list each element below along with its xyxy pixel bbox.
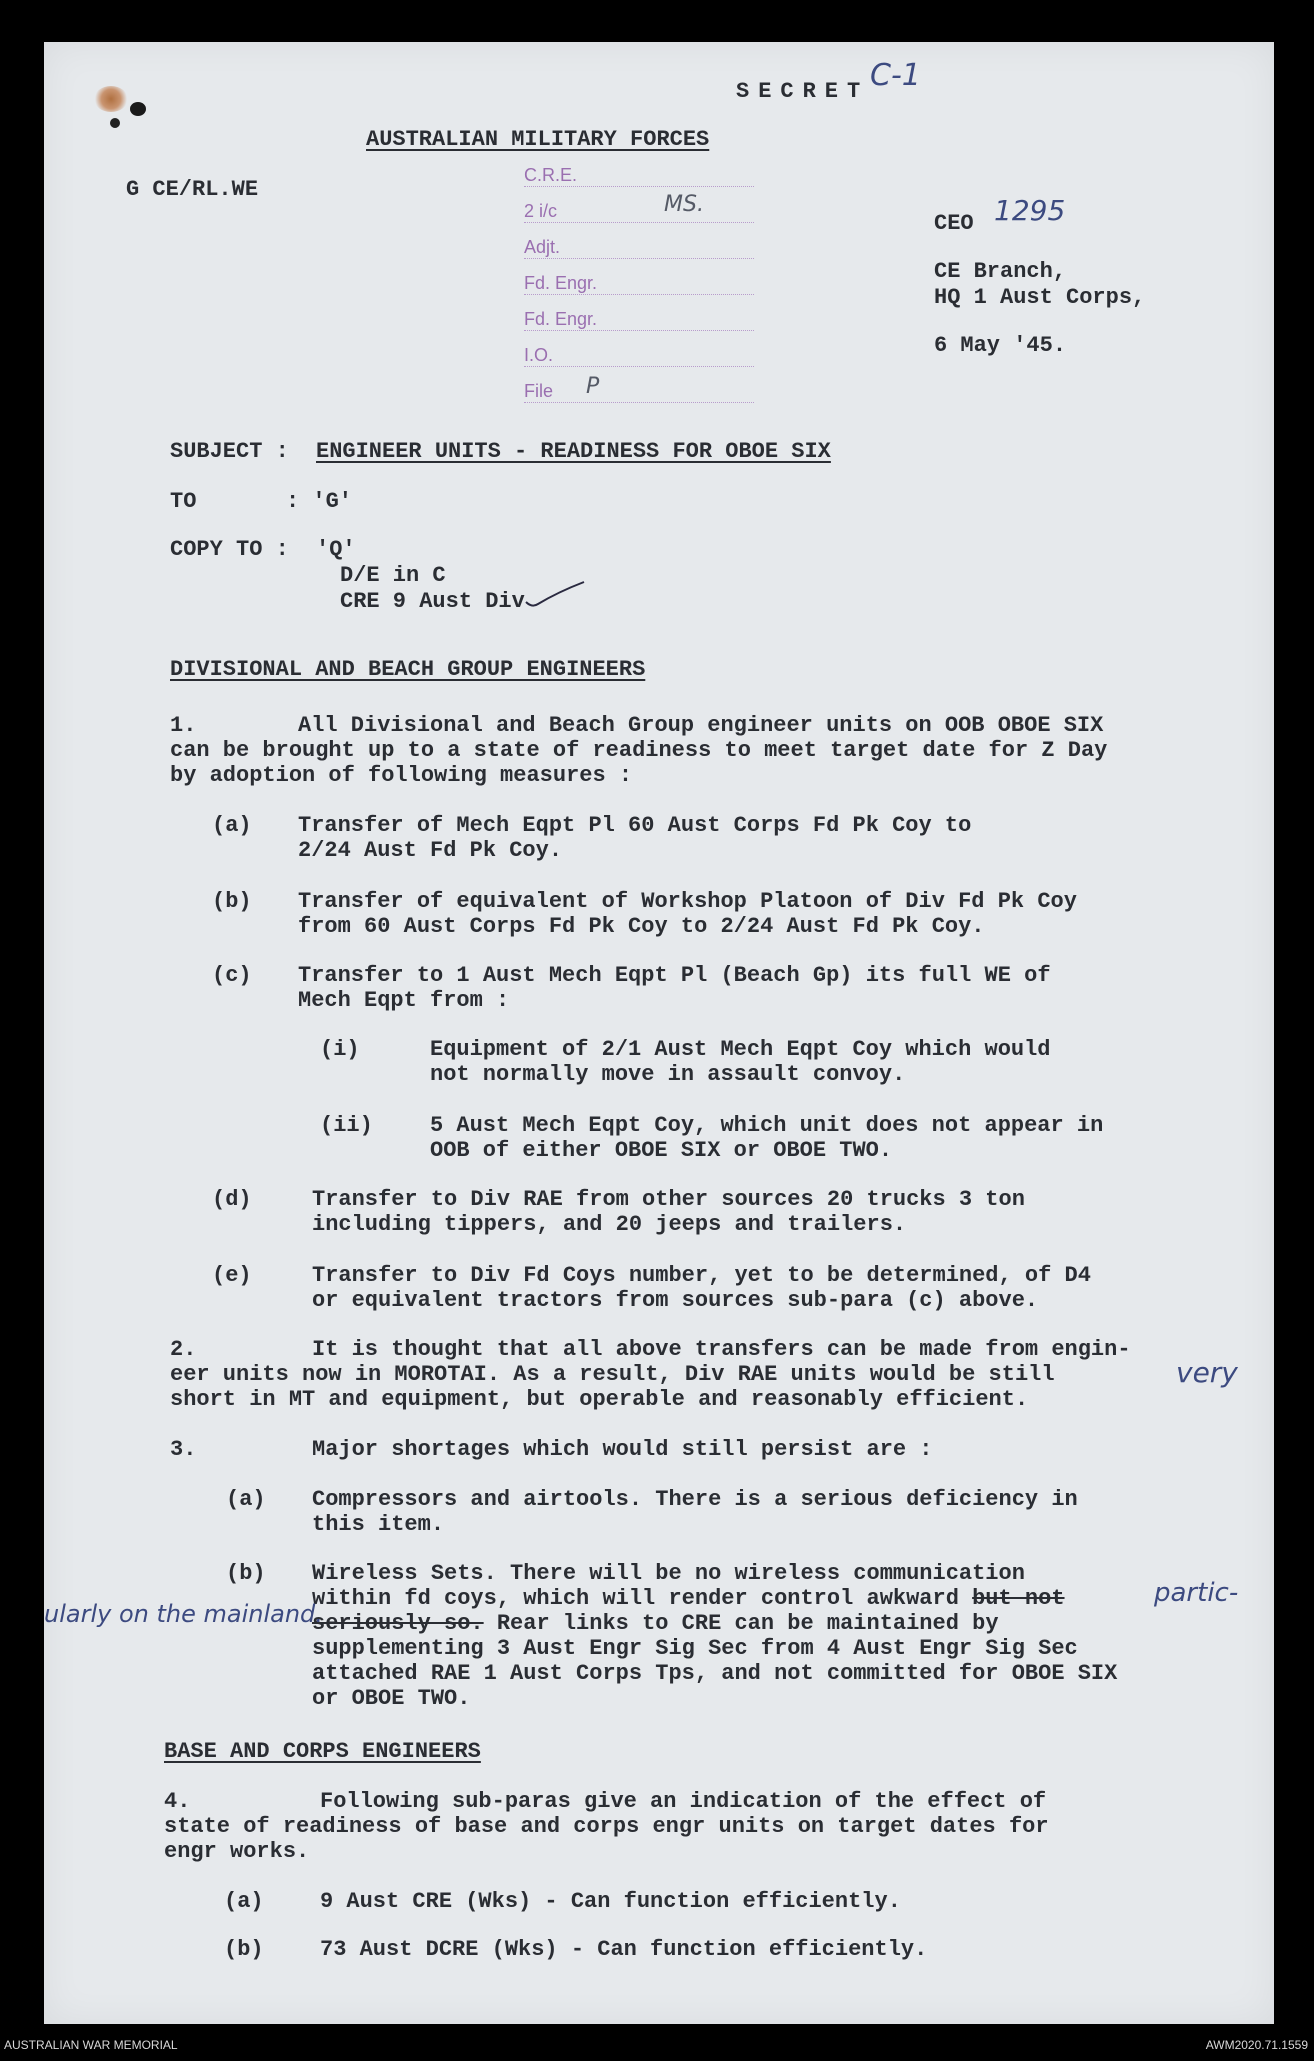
item-text: including tippers, and 20 jeeps and trailers. (312, 1212, 907, 1237)
paragraph-text: eer units now in MOROTAI. As a result, Div RAE units would be still (170, 1362, 1055, 1387)
struck-text: but not (972, 1586, 1065, 1611)
secret-note: C-1 (870, 58, 921, 93)
handwritten-insertion: partic- (1154, 1578, 1239, 1608)
item-marker: (d) (212, 1187, 252, 1212)
item-text-span: Rear links to CRE can be maintained by (483, 1611, 999, 1636)
item-text: Transfer to Div RAE from other sources 20 trucks 3 ton (312, 1187, 1025, 1212)
ink-blot (110, 118, 120, 128)
stamp-row-fd-engr: Fd. Engr. (524, 309, 598, 329)
handwritten-insertion: very (1176, 1356, 1238, 1389)
subitem-text: OOB of either OBOE SIX or OBOE TWO. (430, 1138, 893, 1163)
item-marker: (b) (212, 889, 252, 914)
stamp-file-mark: P (586, 374, 600, 399)
item-text: Transfer to 1 Aust Mech Eqpt Pl (Beach Gp) its full WE of (298, 963, 1051, 988)
item-text: Transfer of equivalent of Workshop Platoon of Div Fd Pk Coy (298, 889, 1077, 914)
paragraph-number: 1. (170, 713, 197, 738)
item-text: 2/24 Aust Fd Pk Coy. (298, 838, 563, 863)
distribution-stamp (524, 164, 754, 424)
paragraph-text: It is thought that all above transfers can be made from engin- (312, 1337, 1131, 1362)
tick-mark (522, 578, 588, 612)
paragraph-number: 3. (170, 1437, 197, 1462)
item-text: 73 Aust DCRE (Wks) - Can function efficiently. (320, 1937, 928, 1962)
stamp-initials: MS. (664, 192, 704, 217)
item-marker: (e) (212, 1263, 252, 1288)
stamp-row-adjt: Adjt. (524, 237, 561, 257)
ceo-number: 1295 (994, 194, 1066, 227)
footer-institution: AUSTRALIAN WAR MEMORIAL (4, 2038, 178, 2052)
item-text: Wireless Sets. There will be no wireless communication (312, 1561, 1025, 1586)
item-text: from 60 Aust Corps Fd Pk Coy to 2/24 Aust Fd Pk Coy. (298, 914, 985, 939)
item-text-span: within fd coys, which will render control awkward (312, 1586, 959, 1611)
document-page (44, 42, 1274, 2024)
paragraph-number: 4. (164, 1789, 191, 1814)
copy-to-value: CRE 9 Aust Div (340, 589, 525, 614)
item-text: or equivalent tractors from sources sub-para (c) above. (312, 1288, 1039, 1313)
stamp-row-2ic: 2 i/c (524, 201, 558, 221)
item-text: 9 Aust CRE (Wks) - Can function efficiently. (320, 1889, 901, 1914)
item-marker: (b) (224, 1937, 264, 1962)
address-line-1: CE Branch, (934, 259, 1067, 284)
item-text: or OBOE TWO. (312, 1686, 471, 1711)
document-title: AUSTRALIAN MILITARY FORCES (366, 127, 710, 152)
item-text (312, 1587, 1065, 1611)
subitem-marker: (i) (320, 1037, 360, 1062)
paragraph-text: by adoption of following measures : (170, 763, 633, 788)
paragraph-number: 2. (170, 1337, 197, 1362)
item-text: Compressors and airtools. There is a serious deficiency in (312, 1487, 1078, 1512)
section-heading: BASE AND CORPS ENGINEERS (164, 1739, 481, 1764)
copy-to-label: COPY TO : (170, 537, 289, 562)
stamp-row-io: I.O. (524, 345, 554, 365)
footer-accession-number: AWM2020.71.1559 (1205, 2038, 1308, 2052)
subitem-marker: (ii) (320, 1113, 373, 1138)
paragraph-text: Major shortages which would still persist are : (312, 1437, 933, 1462)
paragraph-text: state of readiness of base and corps engr units on target dates for (164, 1814, 1049, 1839)
stamp-row-fd-engr: Fd. Engr. (524, 273, 598, 293)
paragraph-text: Following sub-paras give an indication of the effect of (320, 1789, 1047, 1814)
paragraph-text: short in MT and equipment, but operable and reasonably efficient. (170, 1387, 1029, 1412)
item-marker: (a) (212, 813, 252, 838)
rust-stain (94, 86, 128, 112)
subject-text: ENGINEER UNITS - READINESS FOR OBOE SIX (316, 439, 831, 464)
item-marker: (a) (226, 1487, 266, 1512)
item-marker: (c) (212, 963, 252, 988)
ceo-label: CEO (934, 211, 974, 236)
item-text: attached RAE 1 Aust Corps Tps, and not committed for OBOE SIX (312, 1661, 1118, 1686)
ink-blot (130, 102, 146, 116)
struck-text: seriously so. (312, 1611, 484, 1636)
item-text: Transfer of Mech Eqpt Pl 60 Aust Corps Fd Pk Coy to (298, 813, 972, 838)
item-marker: (b) (226, 1561, 266, 1586)
secret-marking: SECRET (736, 79, 870, 104)
copy-to-value: 'Q' (316, 537, 356, 562)
subitem-text: not normally move in assault convoy. (430, 1062, 906, 1087)
section-heading: DIVISIONAL AND BEACH GROUP ENGINEERS (170, 657, 646, 682)
subitem-text: Equipment of 2/1 Aust Mech Eqpt Coy which would (430, 1037, 1051, 1062)
paragraph-text: can be brought up to a state of readiness to meet target date for Z Day (170, 738, 1108, 763)
item-text: supplementing 3 Aust Engr Sig Sec from 4 Aust Engr Sig Sec (312, 1636, 1078, 1661)
address-line-2: HQ 1 Aust Corps, (934, 285, 1146, 310)
to-value: : 'G' (286, 489, 353, 514)
item-text (312, 1612, 999, 1636)
copy-to-value: D/E in C (340, 563, 446, 588)
subject-label: SUBJECT : (170, 439, 289, 464)
subitem-text: 5 Aust Mech Eqpt Coy, which unit does not appear in (430, 1113, 1104, 1138)
item-marker: (a) (224, 1889, 264, 1914)
to-label: TO (170, 489, 197, 514)
document-date: 6 May '45. (934, 333, 1067, 358)
stamp-row-file: File (524, 381, 554, 401)
paragraph-text: engr works. (164, 1839, 310, 1864)
handwritten-insertion: ularly on the mainland. (44, 1600, 323, 1628)
file-reference: G CE/RL.WE (126, 177, 259, 202)
paragraph-text: All Divisional and Beach Group engineer units on OOB OBOE SIX (298, 713, 1104, 738)
item-text: this item. (312, 1512, 445, 1537)
item-text: Transfer to Div Fd Coys number, yet to be determined, of D4 (312, 1263, 1091, 1288)
stamp-row-cre: C.R.E. (524, 165, 578, 185)
item-text: Mech Eqpt from : (298, 988, 510, 1013)
